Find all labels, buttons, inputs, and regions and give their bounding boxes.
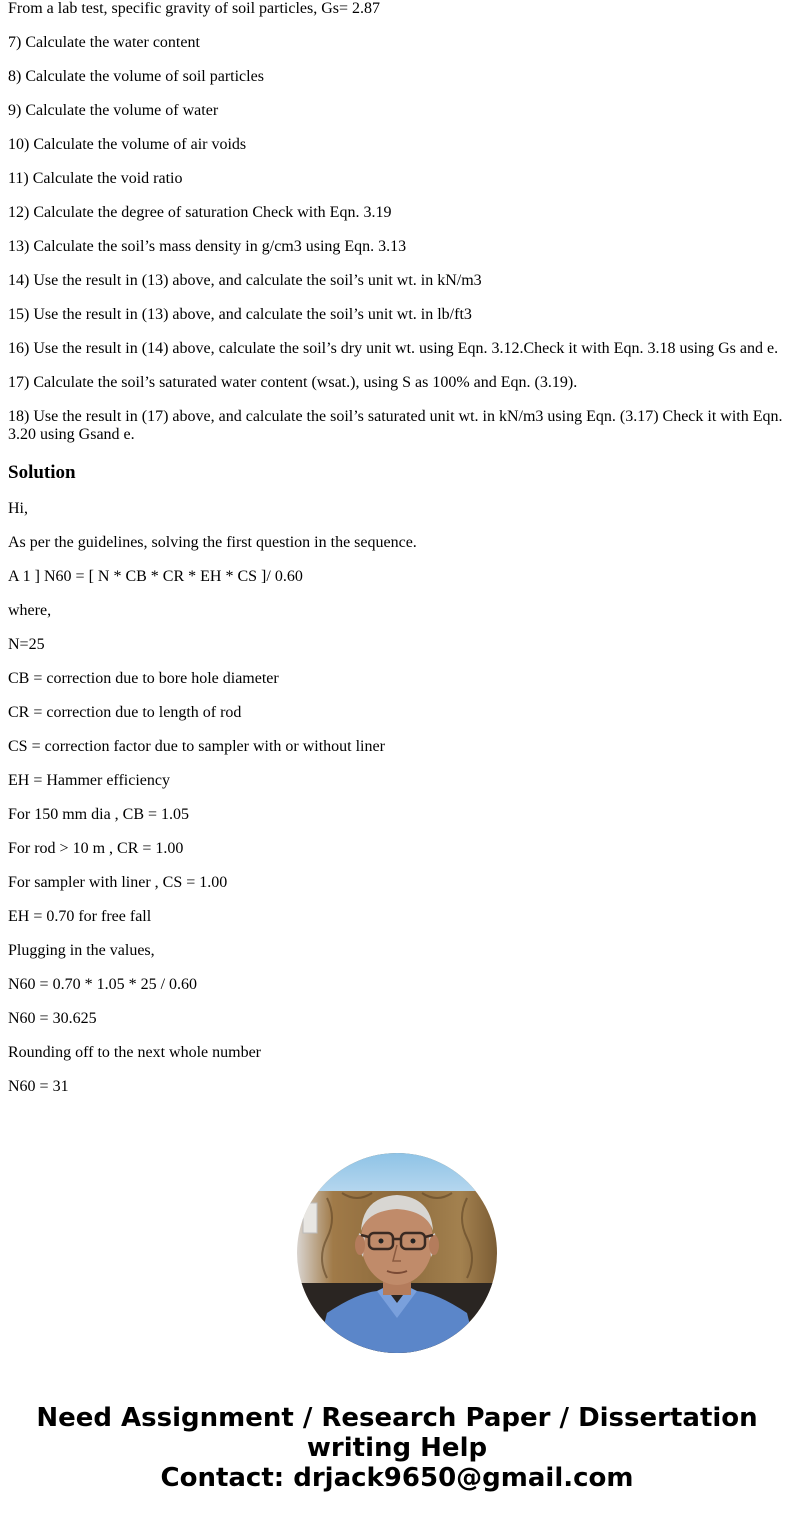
solution-line: CR = correction due to length of rod (8, 704, 242, 721)
question-item-9: 9) Calculate the volume of water (8, 102, 219, 119)
promo-line-2: writing Help (306, 1433, 488, 1463)
question-item-14: 14) Use the result in (13) above, and calculate the soil’s unit wt. in kN/m3 (8, 272, 482, 289)
question-intro: From a lab test, specific gravity of soil particles, Gs= 2.87 (8, 0, 381, 17)
question-item-17: 17) Calculate the soil’s saturated water content (wsat.), using S as 100% and Eqn. (3.19). (8, 374, 578, 391)
question-item-7: 7) Calculate the water content (8, 34, 200, 51)
document-body (8, 0, 786, 1096)
solution-line: N=25 (8, 636, 45, 653)
solution-line: N60 = 31 (8, 1078, 69, 1095)
solution-line: EH = 0.70 for free fall (8, 908, 152, 925)
solution-heading: Solution (8, 462, 76, 483)
solution-line: where, (8, 602, 52, 619)
author-portrait-image (297, 1153, 497, 1353)
promo-line-1: Need Assignment / Research Paper / Dissertation (36, 1403, 758, 1433)
solution-line: For 150 mm dia , CB = 1.05 (8, 806, 190, 823)
solution-line: A 1 ] N60 = [ N * CB * CR * EH * CS ]/ 0.60 (8, 568, 303, 585)
question-item-10: 10) Calculate the volume of air voids (8, 136, 247, 153)
solution-line: As per the guidelines, solving the first question in the sequence. (8, 534, 417, 551)
question-item-11: 11) Calculate the void ratio (8, 170, 183, 187)
solution-line: N60 = 0.70 * 1.05 * 25 / 0.60 (8, 976, 198, 993)
promo-contact: Contact: drjack9650@gmail.com (160, 1463, 634, 1493)
question-item-12: 12) Calculate the degree of saturation Check with Eqn. 3.19 (8, 204, 392, 221)
question-item-16: 16) Use the result in (14) above, calculate the soil’s dry unit wt. using Eqn. 3.12.Check it with Eqn. 3.18 using Gs and e. (8, 340, 779, 357)
solution-line: For sampler with liner , CS = 1.00 (8, 874, 228, 891)
author-avatar (297, 1153, 497, 1353)
solution-line: Rounding off to the next whole number (8, 1044, 261, 1061)
solution-line: N60 = 30.625 (8, 1010, 97, 1027)
solution-line: Hi, (8, 500, 28, 517)
question-item-15: 15) Use the result in (13) above, and calculate the soil’s unit wt. in lb/ft3 (8, 306, 472, 323)
solution-line: Plugging in the values, (8, 942, 155, 959)
solution-line: CB = correction due to bore hole diameter (8, 670, 279, 687)
question-item-8: 8) Calculate the volume of soil particles (8, 68, 264, 85)
promo-banner (0, 1403, 794, 1493)
solution-line: For rod > 10 m , CR = 1.00 (8, 840, 184, 857)
solution-line: EH = Hammer efficiency (8, 772, 170, 789)
solution-line: CS = correction factor due to sampler with or without liner (8, 738, 385, 755)
question-item-18: 18) Use the result in (17) above, and calculate the soil’s saturated unit wt. in kN/m3 using Eqn. (3.17) Check it with Eqn. 3.20 using Gsand e. (8, 408, 783, 443)
question-item-13: 13) Calculate the soil’s mass density in g/cm3 using Eqn. 3.13 (8, 238, 407, 255)
